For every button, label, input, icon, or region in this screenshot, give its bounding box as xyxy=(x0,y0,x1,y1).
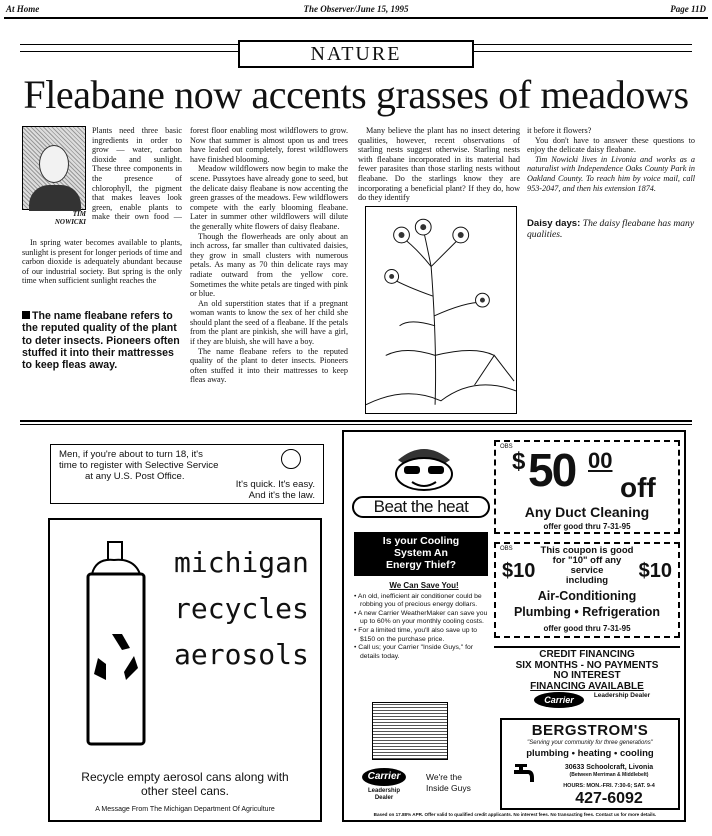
dealer-label: Leadership Dealer xyxy=(593,692,651,699)
fleabane-drawing xyxy=(365,206,517,414)
divider xyxy=(20,420,692,422)
recycle-ad xyxy=(48,518,322,822)
inside-line: We're the xyxy=(426,772,462,782)
coupon-amount-right: $10 xyxy=(638,560,672,582)
paragraph: In spring water becomes available to plants, sunlight is present for longer periods of time and carbon dioxide is adequately abundant because of our industrial society. But spring is the only time when sufficient sunlight reaches the xyxy=(22,238,182,286)
column-1 xyxy=(22,238,182,304)
paragraph: Plants need three basic ingredients in order to grow — water, carbon dioxide and sunlight. These three components in the presence of chlorophyll, the pigment that makes leaves look green, enable plants to make their own food — xyxy=(92,126,182,222)
pull-quote-text: The name fleabane refers to the reputed quality of the plant to deter insects. Pioneers often stuffed it into their mattresses to keep fleas away. xyxy=(22,310,180,372)
coupon-amount-left: $10 xyxy=(502,560,536,582)
paragraph: An old superstition states that if a pregnant woman wants to know the sex of her child she should plant the seed of a fleabane. If the petals from the plant are pinkish, she will have a girl, if they are bluish, she will have a boy. xyxy=(190,298,348,347)
company-name: BERGSTROM'S xyxy=(531,722,649,739)
cooling-banner xyxy=(354,532,488,576)
coupon-off: off xyxy=(620,472,656,503)
ad-credit: A Message From The Michigan Department Of Agriculture xyxy=(95,806,275,813)
coupon-amount: 50 xyxy=(528,444,576,496)
coupon-title: Any Duct Cleaning xyxy=(524,504,650,520)
caption-text: The daisy fleabane has many qualities. xyxy=(527,218,695,240)
coupon-line: service xyxy=(570,565,604,576)
phone-number[interactable]: 427-6092 xyxy=(575,790,643,807)
paragraph: Many believe the plant has no insect detering qualities, however, recent observations of starling nests suggest otherwise. Starling nests with fleabane incorporated in its material had fewer parasites than those starling nests without fleabane. Do the starlings know they are incorporating a beneficial plant? If they do, how do they identify xyxy=(358,126,520,203)
coupon-title-line: Air-Conditioning xyxy=(537,589,637,603)
section-label: At Home xyxy=(6,4,40,14)
air-conditioner-icon xyxy=(372,702,448,760)
savings-title: We Can Save You! xyxy=(389,581,459,590)
author-bio: Tim Nowicki lives in Livonia and works as a naturalist with Independence Oaks County Park in Oakland County. To reach him by voice mail, call 953-2047, and then his extension 1874. xyxy=(527,154,695,193)
coupon-line: for "10" off any xyxy=(552,555,622,566)
headline: Fleabane now accents grasses of meadows xyxy=(23,72,689,117)
ad-title-line: aerosols xyxy=(174,638,309,671)
list-item: • For a limited time, you'll also save up to $150 on the purchase price. xyxy=(354,626,478,643)
list-item-text: Call us; your Carrier "Inside Guys," for details today. xyxy=(358,644,474,660)
financing-line: SIX MONTHS - NO PAYMENTS xyxy=(515,659,659,671)
author-caption: TIM NOWICKI xyxy=(54,210,86,226)
coupon-offer: offer good thru 7-31-95 xyxy=(543,522,631,531)
ad-line: time to register with Selective Service xyxy=(59,460,219,471)
coupon-line: This coupon is good xyxy=(540,545,634,556)
mascot-icon xyxy=(384,438,464,494)
header-rule xyxy=(4,17,708,19)
column-4 xyxy=(527,126,695,212)
ad-line: And it's the law. xyxy=(248,490,315,501)
seal-icon xyxy=(281,449,301,469)
photo-caption xyxy=(527,218,697,240)
coupon-code: OBS xyxy=(500,444,513,450)
address-note: (Between Merriman & Middlebelt) xyxy=(569,771,649,778)
column-1-lead xyxy=(92,126,182,222)
coupon-code: OBS xyxy=(500,546,513,552)
savings-list xyxy=(354,582,494,661)
financing-line: NO INTEREST xyxy=(553,670,621,681)
caption-label: Daisy days: xyxy=(527,218,581,229)
faucet-icon xyxy=(510,762,536,788)
coupon-duct-cleaning[interactable] xyxy=(494,440,680,534)
banner-line: System An xyxy=(394,546,448,559)
bergstroms-box xyxy=(500,718,680,810)
banner-line: Energy Thief? xyxy=(385,558,456,571)
beat-the-heat: Beat the heat xyxy=(352,496,490,518)
page-number: Page 11D xyxy=(670,4,706,14)
paragraph: Meadow wildflowers now begin to make the scene. Pussytoes have already gone to seed, but the delicate daisy fleabane is now accenting the green grasses of the meadows. Few wildflowers compete with the early blooming fleabane. Later in summer other wildflowers will dilute the generally white flowers of daisy fleabane. xyxy=(190,164,348,231)
carrier-logo: Carrier xyxy=(534,692,584,708)
address-block xyxy=(542,764,676,791)
selective-service-ad xyxy=(50,444,324,504)
dollar-sign: $ xyxy=(512,448,526,475)
services: plumbing • heating • cooling xyxy=(526,748,654,759)
financing-line: CREDIT FINANCING xyxy=(494,646,680,661)
ad-line: It's quick. It's easy. xyxy=(235,479,315,490)
list-item: • A new Carrier WeatherMaker can save you up to 60% on your monthly cooling costs. xyxy=(354,609,488,626)
fine-print: Based on 17.88% APR. Offer valid to qualified credit applicants. No interest fees. No transacting fees. Contact us for more details. xyxy=(373,812,657,817)
list-item-text: For a limited time, you'll also save up to $150 on the purchase price. xyxy=(358,626,478,643)
coupon-title-line: Plumbing • Refrigeration xyxy=(513,605,661,619)
coupon-service[interactable] xyxy=(494,542,680,638)
inside-line: Inside Guys xyxy=(426,783,471,793)
section-title: NATURE xyxy=(238,40,474,68)
paragraph: The name fleabane refers to the reputed quality of the plant to deter insects. Pioneers often stuffed it into their mattresses to keep fleas away. xyxy=(190,346,348,385)
paragraph: it before it flowers? xyxy=(527,126,592,135)
column-2 xyxy=(190,126,348,408)
paragraph: You don't have to answer these questions to enjoy the delicate daisy fleabane. xyxy=(527,135,695,155)
bergstroms-ad xyxy=(342,430,686,822)
paragraph: Though the flowerheads are only about an inch across, far smaller than cultivated daisies, they grow in small clusters with numerous petals. As many as 70 thin delicate rays may radiate outward from the yellow core. Sometimes the white petals are tinged with pink or blue. xyxy=(190,231,348,299)
pull-quote xyxy=(22,310,182,371)
carrier-logo: Carrier xyxy=(362,768,406,786)
dealer-label: Leadership Dealer xyxy=(367,788,400,801)
author-photo xyxy=(22,126,86,210)
company-motto: "Serving your community for three generations" xyxy=(527,740,653,746)
ad-line: Men, if you're about to turn 18, it's xyxy=(59,449,203,460)
address: 30633 Schoolcraft, Livonia xyxy=(564,764,654,771)
hours: HOURS: MON.-FRI. 7:30-6; SAT. 9-4 xyxy=(563,783,655,789)
ad-message-line: other steel cans. xyxy=(140,784,230,798)
banner-line: Is your Cooling xyxy=(382,535,460,547)
list-item: • An old, inefficient air conditioner could be robbing you of precious energy dollars. xyxy=(354,592,482,609)
list-item: • Call us; your Carrier "Inside Guys," for details today. xyxy=(354,644,474,660)
financing-line: FINANCING AVAILABLE xyxy=(530,680,644,692)
ad-title-line: michigan xyxy=(174,546,309,579)
ad-line: at any U.S. Post Office. xyxy=(85,471,185,482)
list-item-text: A new Carrier WeatherMaker can save you up to 60% on your monthly cooling costs. xyxy=(357,609,488,626)
ad-title-line: recycles xyxy=(174,592,309,625)
financing xyxy=(494,646,680,692)
coupon-line: including xyxy=(565,575,609,586)
coupon-cents: 00 xyxy=(588,448,613,473)
column-3 xyxy=(358,126,520,204)
ad-message-line: Recycle empty aerosol cans along with xyxy=(81,770,289,784)
aerosol-can-icon xyxy=(74,540,170,750)
inside-guys xyxy=(426,772,471,794)
coupon-title xyxy=(496,588,678,620)
square-bullet-icon xyxy=(22,311,30,319)
masthead: The Observer/June 15, 1995 xyxy=(303,4,409,14)
list-item-text: An old, inefficient air conditioner could be robbing you of precious energy dollars. xyxy=(357,592,482,609)
paragraph: forest floor enabling most wildflowers to grow. Now that summer is almost upon us and trees have leafed out completely, forest wildflowers have finished blooming. xyxy=(190,126,348,164)
coupon-offer: offer good thru 7-31-95 xyxy=(543,624,631,633)
divider xyxy=(20,424,692,425)
ad-message xyxy=(56,770,314,798)
